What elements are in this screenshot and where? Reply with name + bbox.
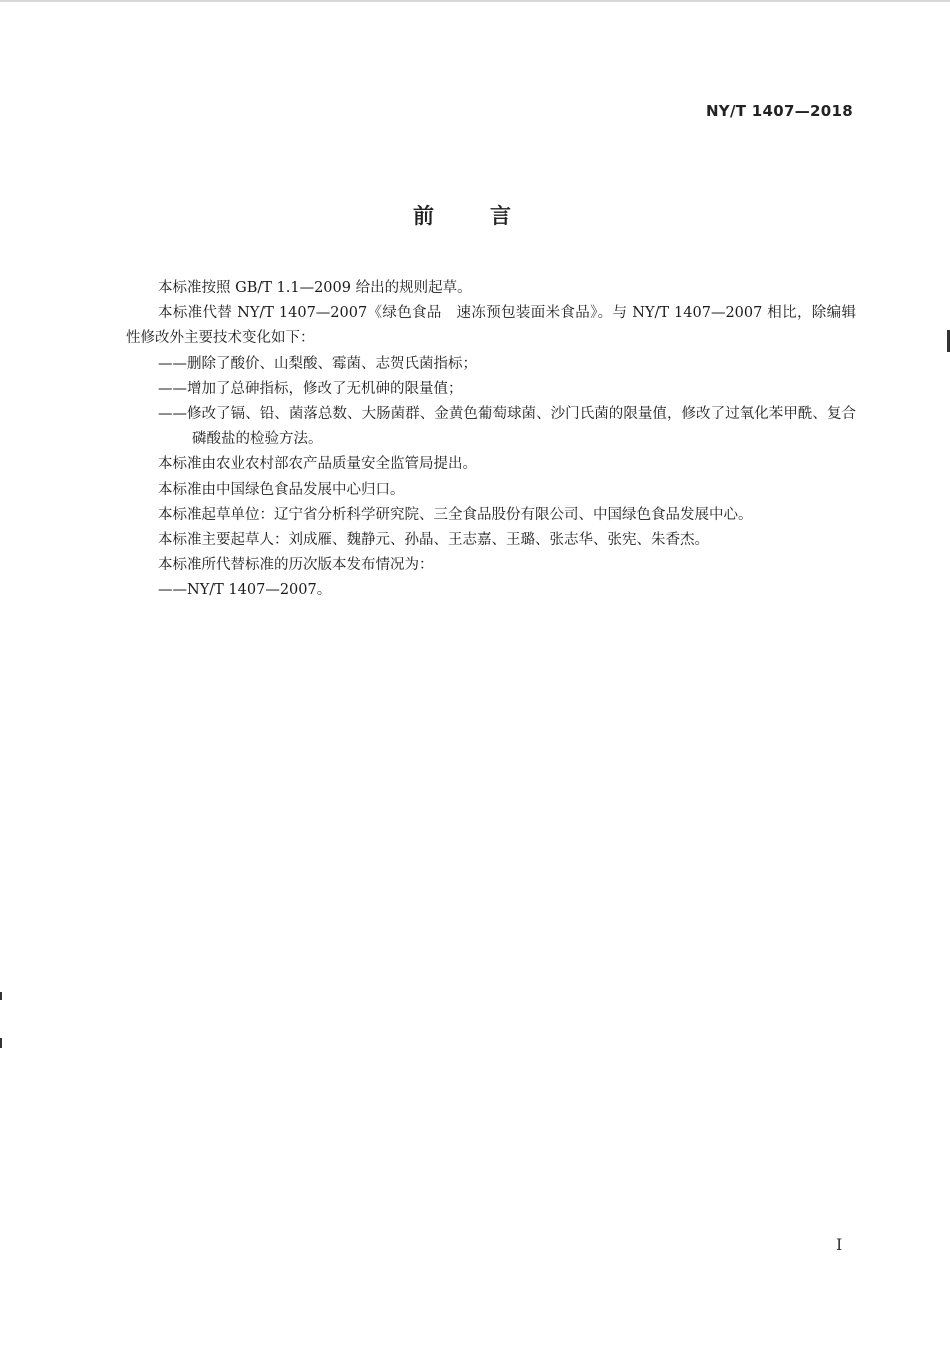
paragraph-proposed-by: 本标准由农业农村部农产品质量安全监管局提出。 — [158, 456, 477, 473]
list-item-change-2: ——增加了总砷指标，修改了无机砷的限量值； — [158, 380, 463, 397]
paragraph-history-intro: 本标准所代替标准的历次版本发布情况为： — [158, 557, 434, 574]
scan-mark — [0, 992, 2, 1000]
scan-mark — [0, 1038, 2, 1048]
foreword-body — [126, 276, 856, 604]
list-item-change-3: ——修改了镉、铅、菌落总数、大肠菌群、金黄色葡萄球菌、沙门氏菌的限量值，修改了过氧化苯甲酰、复合磷酸盐的检验方法。 — [158, 406, 856, 448]
scan-edge — [0, 0, 950, 2]
paragraph-replaces-standard: 本标准代替 NY/T 1407—2007《绿色食品 速冻预包装面米食品》。与 NY/T 1407—2007 相比，除编辑性修改外主要技术变化如下： — [126, 305, 856, 347]
paragraph-centralized-by: 本标准由中国绿色食品发展中心归口。 — [158, 481, 405, 498]
document-code: NY/T 1407—2018 — [705, 102, 853, 120]
paragraph-drafters: 本标准主要起草人：刘成雁、魏静元、孙晶、王志嘉、王璐、张志华、张宪、朱香杰。 — [158, 532, 709, 549]
page-title: 前言 — [413, 204, 567, 228]
list-item-history-1: ——NY/T 1407—2007。 — [158, 582, 332, 599]
page-number: I — [836, 1235, 843, 1254]
list-item-change-1: ——删除了酸价、山梨酸、霉菌、志贺氏菌指标； — [158, 355, 477, 372]
paragraph-drafting-rules: 本标准按照 GB/T 1.1—2009 给出的规则起草。 — [158, 280, 472, 296]
paragraph-drafting-units: 本标准起草单位：辽宁省分析科学研究院、三全食品股份有限公司、中国绿色食品发展中心。 — [158, 506, 753, 523]
